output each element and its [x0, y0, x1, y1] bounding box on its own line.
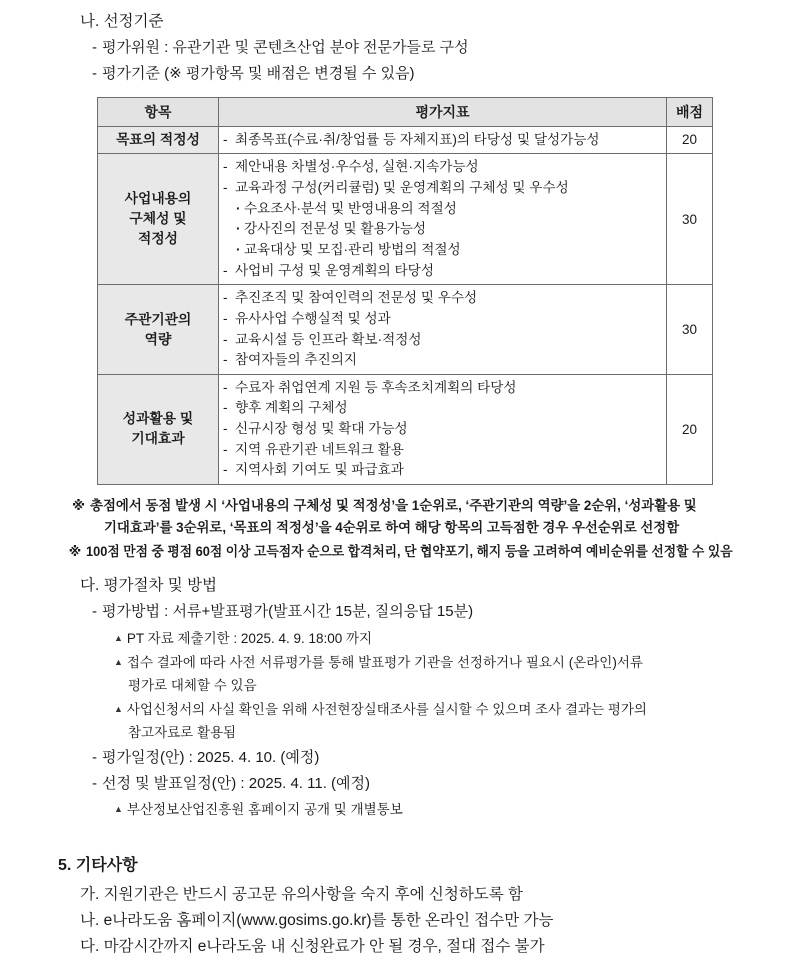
- row-score: 30: [667, 154, 713, 285]
- table-row: [98, 374, 713, 484]
- section-c-sub-site-survey-line2: 참고자료로 활용됨: [128, 725, 237, 741]
- triangle-marker-icon: ▲: [114, 656, 123, 667]
- table-header-row: [98, 97, 713, 126]
- note-tiebreak: [0, 495, 800, 538]
- indicator-item: - 수료자 취업연계 지원 등 후속조치계획의 타당성: [223, 378, 662, 399]
- section-c-schedule: [0, 746, 800, 770]
- section-c-sub-document-eval: [0, 651, 800, 697]
- dash-marker-icon: -: [92, 748, 97, 766]
- column-header-score: 배점: [667, 97, 713, 126]
- top-spacer: [0, 0, 800, 10]
- indicator-item: - 사업비 구성 및 운영계획의 타당성: [223, 261, 662, 282]
- indicator-item: - 지역 유관기관 네트워크 활용: [223, 440, 662, 461]
- indicator-item: · 강사진의 전문성 및 활용가능성: [223, 219, 662, 240]
- indicator-item: - 향후 계획의 구체성: [223, 398, 662, 419]
- note-tiebreak-line1: 총점에서 동점 발생 시 ‘사업내용의 구체성 및 적정성’을 1순위로, ‘주관기관의 역량’을 2순위, ‘성과활용 및: [90, 498, 697, 514]
- table-row: [98, 126, 713, 154]
- indicator-list: [223, 288, 662, 371]
- row-score: 30: [667, 285, 713, 375]
- triangle-marker-icon: ▲: [114, 804, 123, 815]
- section-gap: [0, 822, 800, 852]
- section-c-sub-pt-deadline-text: PT 자료 제출기한 : 2025. 4. 9. 18:00 까지: [126, 630, 373, 646]
- section-c-method-text: 평가방법 : 서류+발표평가(발표시간 15분, 질의응답 15분): [102, 603, 474, 621]
- indicator-item: - 참여자들의 추진의지: [223, 350, 662, 371]
- column-header-indicator: 평가지표: [219, 97, 667, 126]
- indicator-item: - 교육시설 등 인프라 확보·적정성: [223, 330, 662, 351]
- note-tiebreak-line2: 기대효과’를 3순위로, ‘목표의 적정성’을 4순위로 하여 해당 항목의 고득점한 경우 우선순위로 선정함: [104, 519, 680, 535]
- row-item-name: 목표의 적정성: [98, 126, 219, 154]
- column-header-item: 항목: [98, 97, 219, 126]
- triangle-marker-icon: ▲: [114, 704, 123, 715]
- dash-marker-icon: -: [92, 603, 97, 621]
- section-c-schedule-text: 평가일정(안) : 2025. 4. 10. (예정): [102, 748, 320, 766]
- row-score: 20: [667, 374, 713, 484]
- section-c-announcement-text: 선정 및 발표일정(안) : 2025. 4. 11. (예정): [102, 774, 371, 792]
- section-5-heading: 5. 기타사항: [58, 857, 138, 875]
- indicator-list: [223, 130, 662, 151]
- row-indicator-list: [219, 285, 667, 375]
- note-mark-icon: ※: [68, 543, 82, 559]
- row-indicator-list: [219, 154, 667, 285]
- row-indicator-list: [219, 374, 667, 484]
- indicator-item: - 최종목표(수료·취/창업률 등 자체지표)의 타당성 및 달성가능성: [223, 130, 662, 151]
- note-mark-icon: ※: [72, 498, 86, 514]
- section-c-sub-site-survey-line1: 사업신청서의 사실 확인을 위해 사전현장실태조사를 실시할 수 있으며 조사 결과는 평가의: [126, 702, 647, 718]
- row-item-name: 성과활용 및 기대효과: [98, 374, 219, 484]
- section-c-announcement-sub: [0, 798, 800, 821]
- section-c-sub-document-eval-line1: 접수 결과에 따라 사전 서류평가를 통해 발표평가 기관을 선정하거나 필요시 (온라인)서류: [126, 654, 643, 670]
- row-score: 20: [667, 126, 713, 154]
- indicator-item: - 지역사회 기여도 및 파급효과: [223, 460, 662, 481]
- section-5-item-a: 가. 지원기관은 반드시 공고문 유의사항을 숙지 후에 신청하도록 함: [80, 886, 524, 904]
- table-row: [98, 285, 713, 375]
- indicator-item: · 수요조사·분석 및 반영내용의 적절성: [223, 199, 662, 220]
- dash-marker-icon: -: [92, 39, 97, 57]
- notes-spacer: [0, 564, 800, 574]
- note-passing-score-text: 100점 만점 중 평점 60점 이상 고득점자 순으로 합격처리, 단 협약포기, 해지 등을 고려하여 예비순위를 선정할 수 있음: [85, 543, 733, 559]
- triangle-marker-icon: ▲: [114, 632, 123, 643]
- indicator-item: - 교육과정 구성(커리큘럼) 및 운영계획의 구체성 및 우수성: [223, 178, 662, 199]
- indicator-item: - 제안내용 차별성·우수성, 실현·지속가능성: [223, 157, 662, 178]
- section-b-bullet-1: [0, 36, 800, 60]
- section-b-bullet-2-text: 평가기준 (※ 평가항목 및 배점은 변경될 수 있음): [102, 65, 415, 83]
- section-c-sub-pt-deadline: [0, 627, 800, 650]
- section-c-announcement: [0, 772, 800, 796]
- section-c-sub-document-eval-line2: 평가로 대체할 수 있음: [128, 677, 257, 693]
- section-b-heading: 나. 선정기준: [80, 13, 164, 30]
- section-c-announcement-sub-text: 부산정보산업진흥원 홈페이지 공개 및 개별통보: [126, 802, 403, 818]
- section-b-bullet-2: [0, 62, 800, 86]
- dash-marker-icon: -: [92, 774, 97, 792]
- note-passing-score: [0, 541, 764, 563]
- indicator-list: [223, 378, 662, 481]
- indicator-item: - 추진조직 및 참여인력의 전문성 및 우수성: [223, 288, 662, 309]
- evaluation-table-wrapper: [0, 97, 800, 486]
- section-c-sub-site-survey: [0, 698, 800, 744]
- indicator-list: [223, 157, 662, 281]
- dash-marker-icon: -: [92, 65, 97, 83]
- row-item-name: 사업내용의 구체성 및 적정성: [98, 154, 219, 285]
- indicator-item: - 유사사업 수행실적 및 성과: [223, 309, 662, 330]
- evaluation-criteria-table: [97, 97, 713, 486]
- section-b-bullet-1-text: 평가위원 : 유관기관 및 콘텐츠산업 분야 전문가들로 구성: [102, 39, 469, 57]
- section-5-item-b: 나. e나라도움 홈페이지(www.gosims.go.kr)를 통한 온라인 접수만 가능: [80, 912, 554, 930]
- indicator-item: - 신규시장 형성 및 확대 가능성: [223, 419, 662, 440]
- section-5-item-c: 다. 마감시간까지 e나라도움 내 신청완료가 안 될 경우, 절대 접수 불가: [80, 938, 545, 956]
- row-item-name: 주관기관의 역량: [98, 285, 219, 375]
- row-indicator-list: [219, 126, 667, 154]
- table-row: [98, 154, 713, 285]
- section-c-method: [0, 600, 800, 624]
- indicator-item: · 교육대상 및 모집·관리 방법의 적절성: [223, 240, 662, 261]
- section-c-heading: 다. 평가절차 및 방법: [80, 577, 218, 595]
